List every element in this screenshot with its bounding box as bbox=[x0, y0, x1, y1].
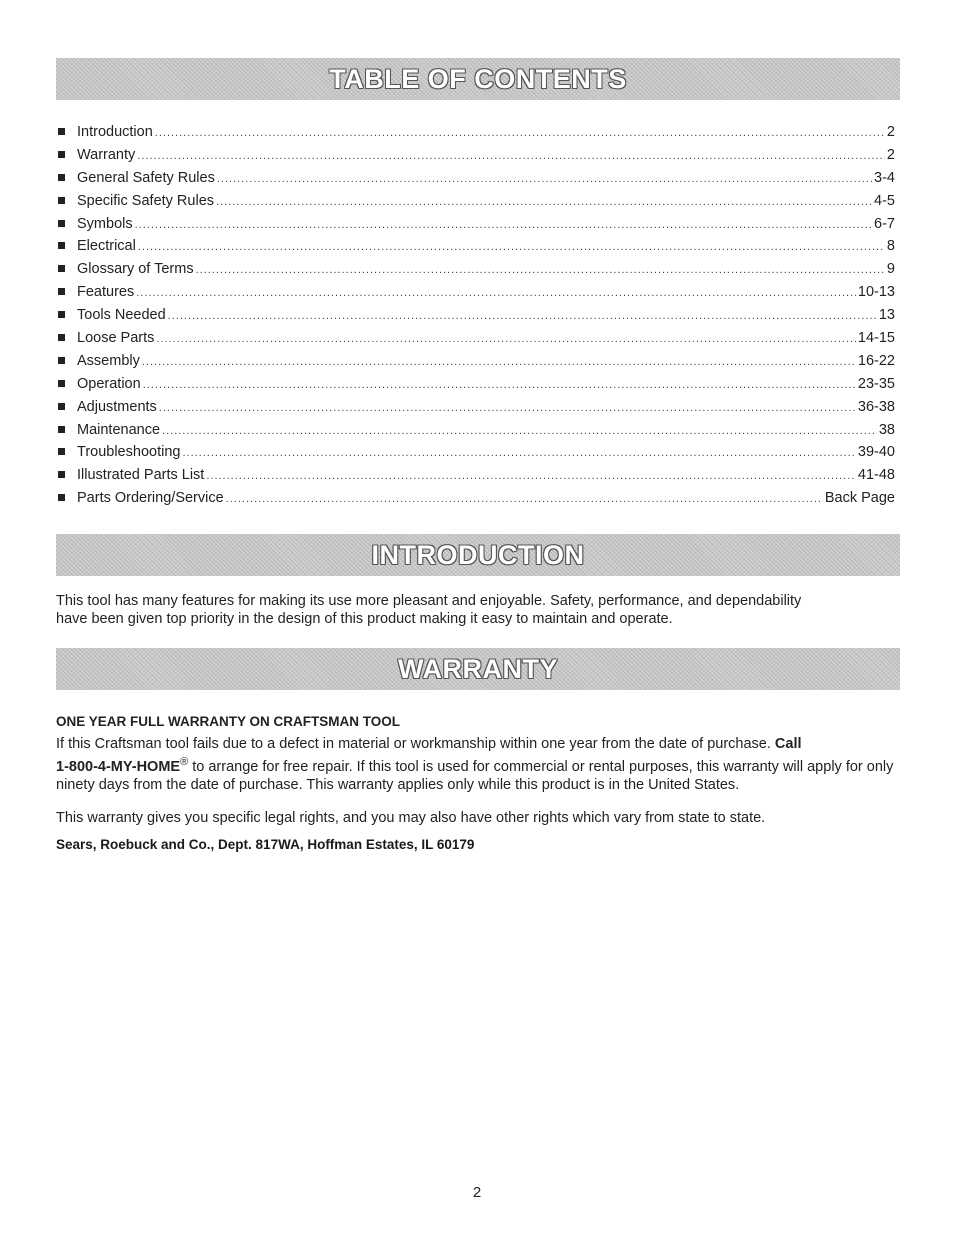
toc-entry bbox=[56, 490, 900, 513]
toc-entry bbox=[56, 170, 900, 193]
introduction-line-1: This tool has many features for making its use more pleasant and enjoyable. Safety, performance, and dependability bbox=[56, 593, 802, 610]
bullet-square-icon bbox=[58, 380, 65, 387]
warranty-text-part-2: to arrange for free repair. If this tool is used for commercial or rental purposes, this warranty will apply for only ninety days from the date of purchase. This warranty applies only while this product is in the United States. bbox=[56, 758, 894, 793]
introduction-paragraph bbox=[56, 592, 900, 628]
manual-page bbox=[56, 58, 900, 852]
warranty-paragraph-1 bbox=[56, 735, 900, 794]
toc-entry-page: 10-13 bbox=[857, 284, 895, 301]
toc-dot-leader bbox=[168, 310, 877, 322]
toc-dot-leader bbox=[155, 127, 885, 139]
toc-dot-leader bbox=[159, 402, 856, 414]
bullet-square-icon bbox=[58, 471, 65, 478]
toc-entry-page: 6-7 bbox=[874, 215, 895, 232]
toc-entry bbox=[56, 307, 900, 330]
toc-entry-label: Specific Safety Rules bbox=[77, 192, 215, 209]
bullet-square-icon bbox=[58, 288, 65, 295]
toc-entry-label: Illustrated Parts List bbox=[77, 467, 205, 484]
warranty-call-text: Call bbox=[774, 736, 802, 753]
warranty-address: Sears, Roebuck and Co., Dept. 817WA, Hoffman Estates, IL 60179 bbox=[56, 836, 475, 852]
toc-entry-page: 36-38 bbox=[857, 398, 895, 415]
toc-dot-leader bbox=[206, 470, 856, 482]
toc-dot-leader bbox=[135, 219, 872, 231]
bullet-square-icon bbox=[58, 151, 65, 158]
page-number: 2 bbox=[472, 1184, 482, 1201]
toc-dot-leader bbox=[226, 493, 823, 505]
bullet-square-icon bbox=[58, 357, 65, 364]
toc-entry-label: Tools Needed bbox=[77, 307, 166, 324]
bullet-square-icon bbox=[58, 448, 65, 455]
warranty-text-part-1: If this Craftsman tool fails due to a defect in material or workmanship within one year from the date of purchase. bbox=[56, 736, 775, 753]
warranty-paragraph-2: This warranty gives you specific legal rights, and you may also have other rights which vary from state to state. bbox=[56, 809, 766, 826]
toc-entry bbox=[56, 216, 900, 239]
toc-entry bbox=[56, 193, 900, 216]
toc-entry-page: 16-22 bbox=[857, 352, 895, 369]
toc-entry-label: Parts Ordering/Service bbox=[77, 490, 224, 507]
toc-dot-leader bbox=[217, 173, 872, 185]
toc-entry bbox=[56, 376, 900, 399]
toc-entry-page: 3-4 bbox=[874, 169, 895, 186]
bullet-square-icon bbox=[58, 197, 65, 204]
bullet-square-icon bbox=[58, 311, 65, 318]
toc-entry-page: 2 bbox=[886, 146, 895, 163]
toc-entry bbox=[56, 422, 900, 445]
introduction-banner bbox=[56, 534, 900, 576]
toc-entry-label: Glossary of Terms bbox=[77, 261, 194, 278]
toc-entry bbox=[56, 467, 900, 490]
toc-entry-label: General Safety Rules bbox=[77, 169, 215, 186]
toc-dot-leader bbox=[196, 264, 885, 276]
toc-entry-label: Features bbox=[77, 284, 135, 301]
toc-dot-leader bbox=[182, 447, 855, 459]
toc-entry bbox=[56, 147, 900, 170]
toc-entry-label: Maintenance bbox=[77, 421, 161, 438]
registered-mark: ® bbox=[180, 756, 189, 769]
toc-entry-page: 2 bbox=[886, 124, 895, 140]
toc-banner bbox=[56, 58, 900, 100]
introduction-line-2: have been given top priority in the design of this product making it easy to maintain and operate. bbox=[56, 611, 673, 628]
toc-entry-label: Warranty bbox=[77, 146, 136, 163]
warranty-title: WARRANTY bbox=[398, 653, 558, 684]
toc-dot-leader bbox=[137, 150, 885, 162]
toc-entry bbox=[56, 353, 900, 376]
toc-entry bbox=[56, 238, 900, 261]
toc-entry-label: Adjustments bbox=[77, 398, 157, 415]
toc-dot-leader bbox=[138, 241, 885, 253]
toc-list bbox=[56, 124, 900, 513]
toc-entry-page: 23-35 bbox=[857, 375, 895, 392]
toc-entry-label: Assembly bbox=[77, 352, 140, 369]
toc-entry bbox=[56, 261, 900, 284]
toc-entry-label: Electrical bbox=[77, 238, 136, 255]
bullet-square-icon bbox=[58, 426, 65, 433]
bullet-square-icon bbox=[58, 265, 65, 272]
toc-entry-page: 41-48 bbox=[857, 467, 895, 484]
bullet-square-icon bbox=[58, 334, 65, 341]
toc-title: TABLE OF CONTENTS bbox=[329, 63, 627, 94]
toc-entry-page: 4-5 bbox=[874, 192, 895, 209]
toc-entry-page: Back Page bbox=[824, 490, 895, 507]
introduction-title: INTRODUCTION bbox=[371, 539, 585, 570]
toc-entry-label: Operation bbox=[77, 375, 141, 392]
toc-dot-leader bbox=[143, 379, 856, 391]
bullet-square-icon bbox=[58, 220, 65, 227]
toc-entry bbox=[56, 284, 900, 307]
toc-entry bbox=[56, 444, 900, 467]
warranty-phone-number: 1-800-4-MY-HOME bbox=[56, 758, 181, 775]
toc-entry-page: 13 bbox=[878, 307, 895, 324]
warranty-banner bbox=[56, 648, 900, 690]
bullet-square-icon bbox=[58, 403, 65, 410]
toc-entry-page: 8 bbox=[886, 238, 895, 255]
bullet-square-icon bbox=[58, 128, 65, 135]
toc-dot-leader bbox=[136, 287, 856, 299]
toc-entry-page: 14-15 bbox=[857, 330, 895, 347]
toc-entry bbox=[56, 399, 900, 422]
warranty-subheading: ONE YEAR FULL WARRANTY ON CRAFTSMAN TOOL bbox=[56, 714, 401, 730]
toc-dot-leader bbox=[162, 425, 877, 437]
toc-entry-label: Introduction bbox=[77, 124, 153, 140]
bullet-square-icon bbox=[58, 494, 65, 501]
toc-dot-leader bbox=[142, 356, 856, 368]
toc-entry-page: 9 bbox=[886, 261, 895, 278]
toc-entry-label: Loose Parts bbox=[77, 330, 155, 347]
toc-dot-leader bbox=[216, 196, 872, 208]
toc-entry-label: Symbols bbox=[77, 215, 133, 232]
toc-entry-page: 39-40 bbox=[857, 444, 895, 461]
toc-entry bbox=[56, 330, 900, 353]
bullet-square-icon bbox=[58, 174, 65, 181]
bullet-square-icon bbox=[58, 242, 65, 249]
toc-entry bbox=[56, 124, 900, 147]
toc-dot-leader bbox=[156, 333, 856, 345]
toc-entry-label: Troubleshooting bbox=[77, 444, 181, 461]
toc-entry-page: 38 bbox=[878, 421, 895, 438]
